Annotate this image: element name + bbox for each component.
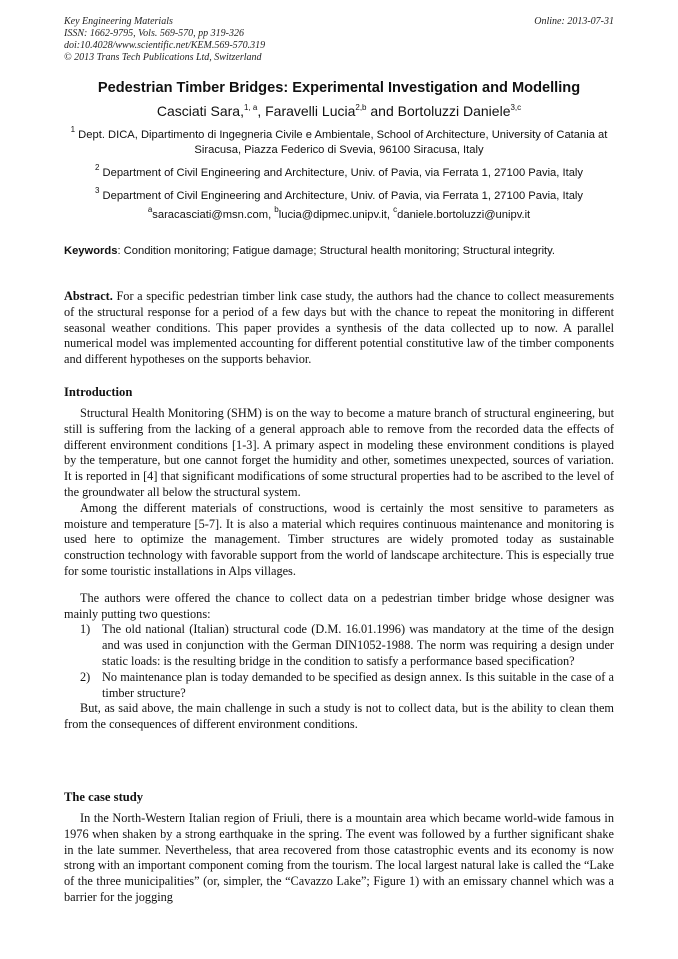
list-number: 2) xyxy=(80,669,91,684)
author-separator: , xyxy=(257,103,266,119)
paragraph: But, as said above, the main challenge in such a study is not to collect data, but is the ability to clean them from the consequences of different environment conditions. xyxy=(64,701,614,732)
paragraph: Structural Health Monitoring (SHM) is on the way to become a mature branch of structural engineering, but still is suffering from the lacking of a general approach able to remove from the recorded data the effects of different environment conditions [1-3]. A primary aspect in modeling these environment conditions is played by the temperature, but one cannot forget the humidity and other, sometimes unexpected, sources of variation. It is reported in [4] that significant modifications of some structural properties had to be ascribed to the level of the groundwater all below the structural system. xyxy=(64,406,614,499)
email-superscript: b xyxy=(274,205,279,214)
abstract xyxy=(64,289,614,368)
affiliation-3 xyxy=(64,186,614,204)
affiliation-text: Dept. DICA, Dipartimento di Ingegneria Civile e Ambientale, School of Architecture, University of Catania at Siracusa, Piazza Federico di Svevia, 96100 Siracusa, Italy xyxy=(75,129,608,156)
abstract-text: For a specific pedestrian timber link case study, the authors had the chance to collect measurements of the structural response for a period of a few days but with the chance to repeat the monitoring in different seasonal weather conditions. This paper provides a synthesis of the data collected up to now. A parallel numerical model was implemented accounting for different potential constitutive law of the timber components and different hypotheses on the supports behavior. xyxy=(64,289,614,367)
keywords-label: Keywords xyxy=(64,245,118,257)
email-superscript: c xyxy=(393,205,398,214)
author-emails xyxy=(64,205,614,223)
paragraph: In the North-Western Italian region of Friuli, there is a mountain area which became world-wide famous in 1976 when shaken by a strong earthquake in the spring. The event was followed by a further significant shake in the late summer. Nevertheless, that area recovered from those catastrophic events and its economy is now strong with an important component coming from the tourism. The local largest natural lake is called the “Lake of the three municipalities” (or, simpler, the “Cavazzo Lake”; Figure 1) with an emissary channel which was a barrier for the jogging xyxy=(64,811,614,904)
author-list xyxy=(64,102,614,120)
affiliation-1 xyxy=(64,125,614,158)
paragraph-gap xyxy=(64,580,614,591)
affiliation-text: Department of Civil Engineering and Architecture, Univ. of Pavia, via Ferrata 1, 27100 Pavia, Italy xyxy=(99,190,584,202)
affiliation-number: 1 xyxy=(70,125,76,134)
affiliation-2 xyxy=(64,163,614,181)
email-address[interactable]: lucia@dipmec.unipv.it, xyxy=(278,209,394,221)
list-item xyxy=(64,670,614,702)
email-superscript: a xyxy=(147,205,153,214)
email-address[interactable]: saracasciati@msn.com, xyxy=(152,209,275,221)
case-study-section xyxy=(64,811,614,906)
issn-line: ISSN: 1662-9795, Vols. 569-570, pp 319-326 xyxy=(64,28,244,39)
list-number: 1) xyxy=(80,622,91,637)
author-superscript: 2,b xyxy=(355,103,367,112)
affiliation-number: 2 xyxy=(94,163,100,172)
copyright-line: © 2013 Trans Tech Publications Ltd, Switzerland xyxy=(64,52,262,63)
author-separator: and xyxy=(366,103,398,119)
affiliation-number: 3 xyxy=(94,186,100,195)
keywords xyxy=(64,244,614,258)
author-name: Casciati Sara, xyxy=(156,103,244,119)
online-date: Online: 2013-07-31 xyxy=(534,16,614,27)
author-superscript: 1, a xyxy=(243,103,258,112)
affiliation-text: Department of Civil Engineering and Architecture, Univ. of Pavia, via Ferrata 1, 27100 Pavia, Italy xyxy=(99,167,584,179)
paragraph: The authors were offered the chance to collect data on a pedestrian timber bridge whose designer was mainly putting two questions: xyxy=(64,590,614,621)
list-item-text: The old national (Italian) structural code (D.M. 16.01.1996) was mandatory at the time of the design and was used in conjunction with the German DIN1052-1988. The norm was requiring a design under static loads: is the resulting bridge in the condition to satisfy a performance based specification? xyxy=(102,622,614,668)
list-item xyxy=(64,622,614,669)
email-address[interactable]: daniele.bortoluzzi@unipv.it xyxy=(397,209,531,221)
keywords-text: : Condition monitoring; Fatigue damage; Structural health monitoring; Structural integrity. xyxy=(117,245,556,257)
author-superscript: 3,c xyxy=(510,103,522,112)
paper-title: Pedestrian Timber Bridges: Experimental Investigation and Modelling xyxy=(97,80,581,96)
question-list xyxy=(64,622,614,701)
list-item-text: No maintenance plan is today demanded to be specified as design annex. Is this suitable in the case of a timber structure? xyxy=(102,669,614,700)
introduction-section xyxy=(64,406,614,733)
journal-name: Key Engineering Materials xyxy=(64,16,173,27)
section-heading-introduction: Introduction xyxy=(64,385,133,399)
doi-line: doi:10.4028/www.scientific.net/KEM.569-570.319 xyxy=(64,40,266,51)
author-name: Bortoluzzi Daniele xyxy=(397,103,511,119)
paragraph: Among the different materials of constructions, wood is certainly the most sensitive to parameters as moisture and temperature [5-7]. It is also a material which requires continuous maintenance and monitoring is used here to optimize the management. Timber structures are widely promoted today as sustainable construction technology with favorable support from the world of landscape architecture. This is especially true for some touristic installations in Alps villages. xyxy=(64,500,614,578)
section-heading-case-study: The case study xyxy=(64,790,144,804)
abstract-label: Abstract. xyxy=(64,289,113,303)
journal-header xyxy=(64,16,614,64)
author-name: Faravelli Lucia xyxy=(265,103,356,119)
